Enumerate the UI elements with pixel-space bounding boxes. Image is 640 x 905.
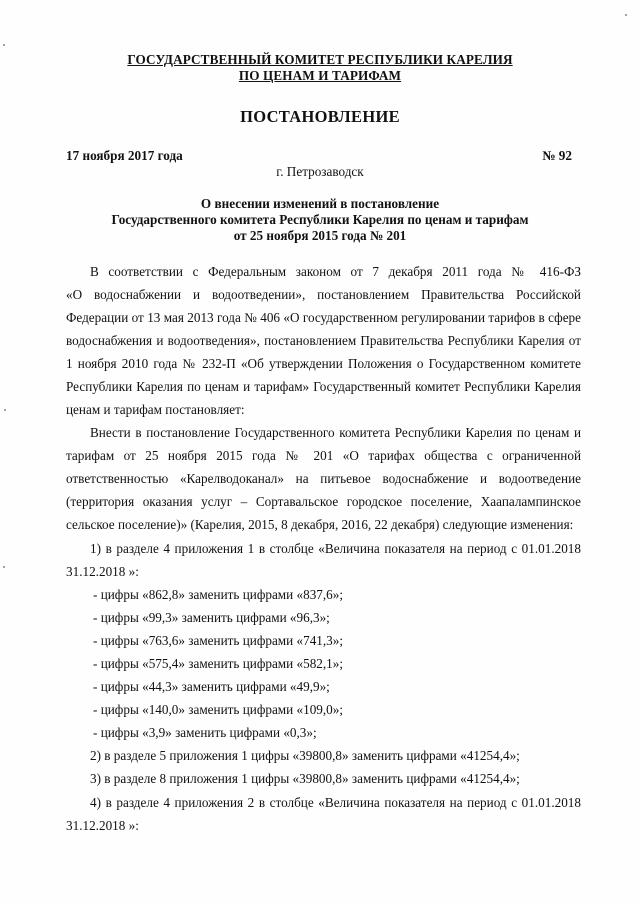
scan-speck [3, 566, 5, 568]
scan-speck [625, 14, 627, 16]
amendment-item: 2) в разделе 5 приложения 1 цифры «39800,8» заменить цифрами «41254,4»; [90, 748, 520, 763]
subject-line: от 25 ноября 2015 года № 201 [233, 228, 407, 243]
body-line: ценам и тарифам постановляет: [66, 402, 245, 417]
body-line: ответственностью «Карелводоканал» на питьевое водоснабжение и водоотведение [66, 471, 581, 486]
document-number: № 92 [542, 148, 572, 163]
document-city: г. Петрозаводск [276, 164, 364, 179]
body-line: «О водоснабжении и водоотведении», постановлением Правительства Российской [66, 287, 581, 302]
replacement-item: - цифры «575,4» заменить цифрами «582,1»; [93, 656, 344, 671]
body-line: Федерации от 13 мая 2013 года № 406 «О государственном регулировании тарифов в сфере [66, 310, 581, 325]
amendment-item: 31.12.2018 »: [66, 564, 139, 579]
amendment-item: 3) в разделе 8 приложения 1 цифры «39800,8» заменить цифрами «41254,4»; [90, 771, 520, 786]
document-type-title: ПОСТАНОВЛЕНИЕ [240, 107, 400, 126]
replacement-item: - цифры «3,9» заменить цифрами «0,3»; [93, 725, 317, 740]
body-line: тарифам от 25 ноября 2015 года № 201 «О тарифах общества с ограниченной [66, 448, 581, 463]
replacement-item: - цифры «140,0» заменить цифрами «109,0»; [93, 702, 344, 717]
amendment-item: 31.12.2018 »: [66, 818, 139, 833]
body-line: 1 ноября 2010 года № 232-П «Об утверждении Положения о Государственном комитете [66, 356, 581, 371]
subject-line: Государственного комитета Республики Карелия по ценам и тарифам [111, 212, 529, 227]
organization-name-line2: ПО ЦЕНАМ И ТАРИФАМ [238, 68, 402, 83]
replacement-item: - цифры «99,3» заменить цифрами «96,3»; [93, 610, 330, 625]
amendment-item: 4) в разделе 4 приложения 2 в столбце «Величина показателя на период с 01.01.2018 [90, 795, 581, 810]
amendment-item: 1) в разделе 4 приложения 1 в столбце «Величина показателя на период с 01.01.2018 [90, 541, 581, 556]
scan-speck [3, 44, 5, 46]
subject-line: О внесении изменений в постановление [200, 196, 440, 211]
replacement-item: - цифры «763,6» заменить цифрами «741,3»; [93, 633, 344, 648]
body-line: В соответствии с Федеральным законом от 7 декабря 2011 года № 416-ФЗ [90, 264, 581, 279]
body-line: сельское поселение)» (Карелия, 2015, 8 декабря, 2016, 22 декабря) следующие изменения: [66, 517, 574, 532]
document-date: 17 ноября 2017 года [66, 148, 183, 163]
scan-speck [4, 409, 6, 411]
body-line: Республики Карелия по ценам и тарифам» Государственный комитет Республики Карелия [66, 379, 581, 394]
organization-name-line1: ГОСУДАРСТВЕННЫЙ КОМИТЕТ РЕСПУБЛИКИ КАРЕЛИЯ [127, 52, 513, 67]
replacement-item: - цифры «44,3» заменить цифрами «49,9»; [93, 679, 330, 694]
body-line: Внести в постановление Государственного комитета Республики Карелия по ценам и [90, 425, 581, 440]
body-line: водоснабжения и водоотведения», постановлением Правительства Республики Карелия от [66, 333, 581, 348]
body-line: (территория оказания услуг – Сортавальское городское поселение, Хаапалампинское [66, 494, 581, 509]
replacement-item: - цифры «862,8» заменить цифрами «837,6»; [93, 587, 344, 602]
